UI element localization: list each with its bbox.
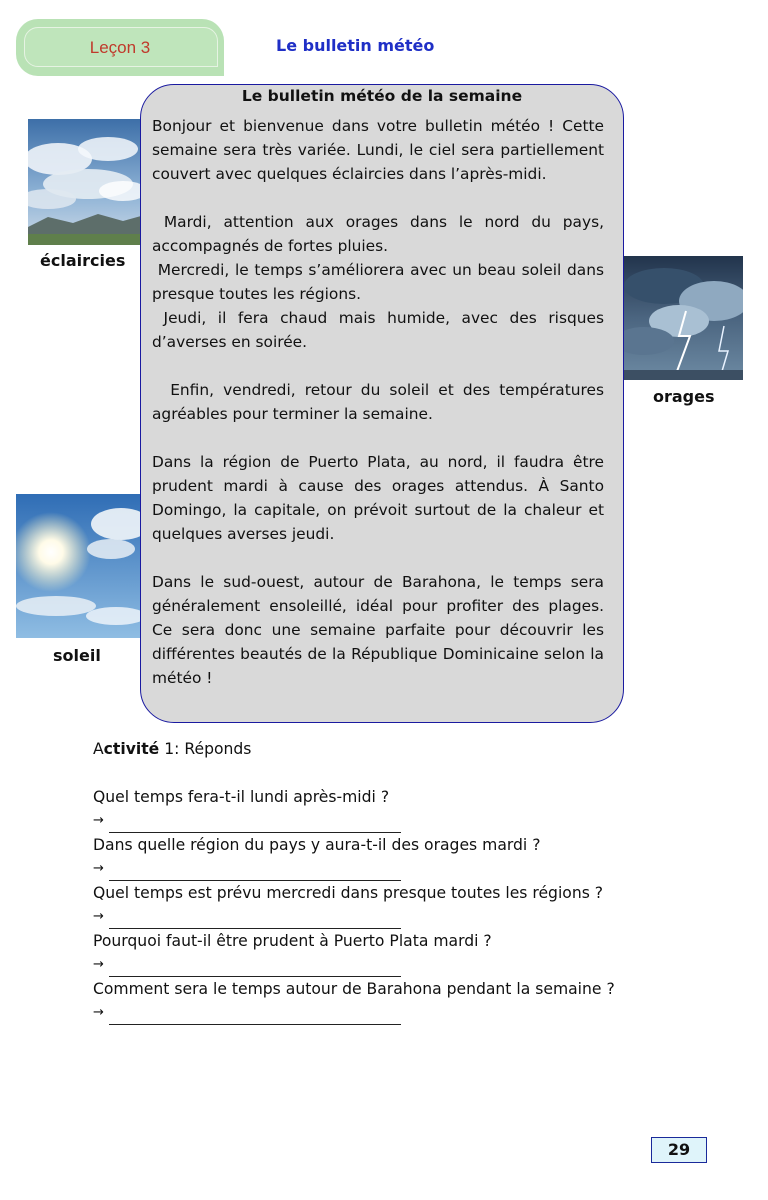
answer-line-4[interactable]	[93, 953, 733, 977]
question-5: Comment sera le temps autour de Barahona pendant la semaine ?	[93, 980, 615, 998]
bulletin-title: Le bulletin météo de la semaine	[241, 87, 523, 105]
page-number: 29	[651, 1137, 707, 1163]
answer-line-3[interactable]	[93, 905, 733, 929]
soleil-caption: soleil	[53, 646, 101, 665]
answer-line-5[interactable]	[93, 1001, 733, 1025]
bulletin-paragraph: Enfin, vendredi, retour du soleil et des températures agréables pour terminer la semaine.	[152, 381, 609, 423]
answer-line-1[interactable]	[93, 809, 733, 833]
bulletin-text	[152, 114, 609, 690]
lesson-label: Leçon 3	[89, 38, 151, 57]
activity-title: Activité 1: Réponds	[93, 740, 252, 758]
arrow-icon: →	[93, 813, 104, 828]
activity-section	[93, 737, 733, 1025]
question-1: Quel temps fera-t-il lundi après-midi ?	[93, 788, 390, 806]
question-3: Quel temps est prévu mercredi dans presque toutes les régions ?	[93, 884, 604, 902]
orages-caption: orages	[653, 387, 715, 406]
question-4: Pourquoi faut-il être prudent à Puerto Plata mardi ?	[93, 932, 492, 950]
arrow-icon: →	[93, 909, 104, 924]
bulletin-paragraph: Dans la région de Puerto Plata, au nord, il faudra être prudent mardi à cause des orages attendus. À Santo Domingo, la capitale, on prévoit surtout de la chaleur et quelques averses jeudi.	[152, 453, 604, 543]
lesson-tab	[16, 19, 224, 76]
arrow-icon: →	[93, 1005, 104, 1020]
sun-sky-photo	[16, 494, 141, 638]
question-2: Dans quelle région du pays y aura-t-il des orages mardi ?	[93, 836, 541, 854]
arrow-icon: →	[93, 957, 104, 972]
cloudy-sky-photo	[28, 119, 141, 245]
bulletin-paragraph: Mardi, attention aux orages dans le nord du pays, accompagnés de fortes pluies.	[152, 213, 609, 255]
bulletin-paragraph: Mercredi, le temps s’améliorera avec un beau soleil dans presque toutes les régions.	[152, 261, 609, 303]
answer-line-2[interactable]	[93, 857, 733, 881]
eclaircies-caption: éclaircies	[40, 251, 126, 270]
page-title: Le bulletin météo	[276, 36, 435, 55]
storm-lightning-photo	[624, 256, 743, 380]
arrow-icon: →	[93, 861, 104, 876]
bulletin-paragraph: Dans le sud-ouest, autour de Barahona, le temps sera généralement ensoleillé, idéal pour profiter des plages. Ce sera donc une semaine parfaite pour découvrir les différentes beautés de la République Dominicaine selon la météo !	[152, 573, 604, 687]
bulletin-paragraph: Bonjour et bienvenue dans votre bulletin météo ! Cette semaine sera très variée. Lundi, le ciel sera partiellement couvert avec quelques éclaircies dans l’après-midi.	[152, 117, 604, 183]
bulletin-box	[140, 84, 624, 723]
bulletin-paragraph: Jeudi, il fera chaud mais humide, avec des risques d’averses en soirée.	[152, 309, 609, 351]
